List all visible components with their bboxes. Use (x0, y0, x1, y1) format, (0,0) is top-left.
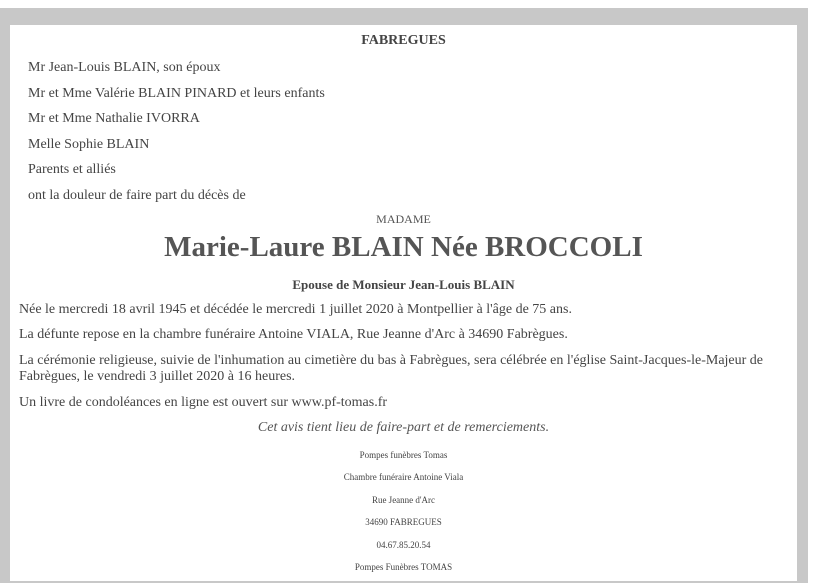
spouse-line: Epouse de Monsieur Jean-Louis BLAIN (292, 277, 515, 292)
family-line: ont la douleur de faire part du décès de (28, 187, 246, 203)
footer-line: Rue Jeanne d'Arc (371, 494, 436, 505)
family-line: Mr et Mme Nathalie IVORRA (28, 111, 200, 126)
page-frame (0, 8, 808, 583)
resting-place-paragraph: La défunte repose en la chambre funéraire Antoine VIALA, Rue Jeanne d'Arc à 34690 Fabrègues. (19, 327, 568, 342)
family-line: Mr et Mme Valérie BLAIN PINARD et leurs enfants (28, 85, 325, 101)
closing-note: Cet avis tient lieu de faire-part et de remerciements. (257, 420, 550, 435)
footer-line: Pompes funèbres Tomas (359, 450, 448, 460)
family-line: Mr Jean-Louis BLAIN, son époux (28, 60, 221, 75)
footer-line: Pompes Funèbres TOMAS (354, 561, 453, 572)
family-list (28, 59, 788, 212)
birth-death-paragraph: Née le mercredi 18 avril 1945 et décédée le mercredi 1 juillet 2020 à Montpellier à l'âge de 75 ans. (19, 302, 572, 317)
family-line: Melle Sophie BLAIN (28, 136, 150, 152)
ceremony-paragraph: La cérémonie religieuse, suivie de l'inhumation au cimetière du bas à Fabrègues, sera célébrée en l'église Saint-Jacques-le-Majeur de Fabrègues, le vendredi 3 juillet 2020 à 16 heures. (19, 353, 764, 384)
notice-heading: FABREGUES (361, 33, 446, 48)
family-line: Parents et alliés (28, 162, 116, 177)
deceased-name: Marie-Laure BLAIN Née BROCCOLI (164, 231, 643, 263)
condolences-paragraph: Un livre de condoléances en ligne est ouvert sur www.pf-tomas.fr (19, 395, 388, 410)
funeral-home-footer (10, 449, 797, 583)
title-prefix: MADAME (376, 212, 431, 226)
footer-phone: 04.67.85.20.54 (376, 539, 431, 550)
footer-line: 34690 FABREGUES (365, 517, 442, 528)
obituary-notice (10, 25, 797, 581)
footer-line: Chambre funéraire Antoine Viala (343, 472, 464, 483)
